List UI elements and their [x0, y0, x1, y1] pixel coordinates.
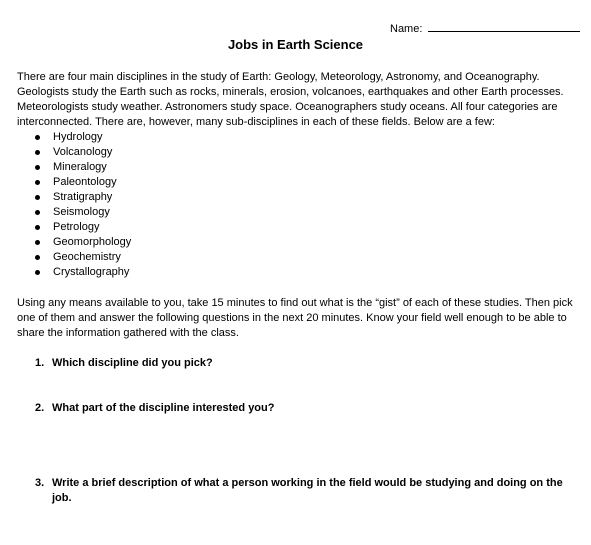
list-item-label: Volcanology — [53, 146, 113, 158]
name-blank-line — [428, 20, 580, 32]
list-item — [17, 220, 131, 235]
intro-paragraph: There are four main disciplines in the study of Earth: Geology, Meteorology, Astronomy, and Oceanography. Geologists study the Earth such as rocks, minerals, erosion, volcanoes, earthquakes and other Earth processes. Meteorologists study weather. Astronomers study space. Oceanographers study oceans. All four categories are interconnected. There are, however, many sub-disciplines in each of these fields. Below are a few: — [17, 71, 564, 128]
question-number: 2. — [35, 402, 45, 414]
list-item-label: Geomorphology — [53, 236, 132, 248]
bullet-icon — [35, 225, 40, 230]
bullet-icon — [35, 150, 40, 155]
list-item — [17, 250, 131, 265]
bullet-icon — [35, 135, 40, 140]
list-item — [17, 235, 131, 250]
question-text: Which discipline did you pick? — [52, 357, 213, 369]
bullet-icon — [35, 165, 40, 170]
bullet-icon — [35, 210, 40, 215]
name-label: Name: — [390, 23, 423, 35]
list-item-label: Seismology — [53, 206, 110, 218]
list-item — [17, 160, 131, 175]
question-text: What part of the discipline interested you? — [52, 402, 275, 414]
question-2 — [35, 401, 575, 416]
list-item-label: Petrology — [53, 221, 100, 233]
bullet-icon — [35, 180, 40, 185]
bullet-icon — [35, 240, 40, 245]
list-item-label: Stratigraphy — [53, 191, 113, 203]
page-title: Jobs in Earth Science — [227, 37, 364, 52]
name-field — [390, 20, 580, 36]
list-item — [17, 130, 131, 145]
list-item-label: Mineralogy — [53, 161, 107, 173]
list-item — [17, 190, 131, 205]
bullet-icon — [35, 255, 40, 260]
question-text: Write a brief description of what a person working in the field would be studying and doing on the job. — [52, 477, 563, 504]
list-item — [17, 205, 131, 220]
list-item-label: Crystallography — [53, 266, 130, 278]
question-1 — [35, 356, 575, 371]
instructions-paragraph: Using any means available to you, take 15 minutes to find out what is the “gist” of each of these studies. Then pick one of them and answer the following questions in the next 20 minutes. Know your field well enough to be able to share the information gathered with the class. — [17, 297, 573, 339]
question-3 — [35, 476, 575, 506]
list-item — [17, 265, 131, 280]
list-item — [17, 145, 131, 160]
list-item-label: Hydrology — [53, 131, 103, 143]
list-item — [17, 175, 131, 190]
bullet-icon — [35, 195, 40, 200]
list-item-label: Geochemistry — [53, 251, 121, 263]
question-number: 1. — [35, 357, 45, 369]
question-number: 3. — [35, 477, 45, 489]
list-item-label: Paleontology — [53, 176, 117, 188]
bullet-icon — [35, 270, 40, 275]
discipline-list — [17, 130, 131, 280]
